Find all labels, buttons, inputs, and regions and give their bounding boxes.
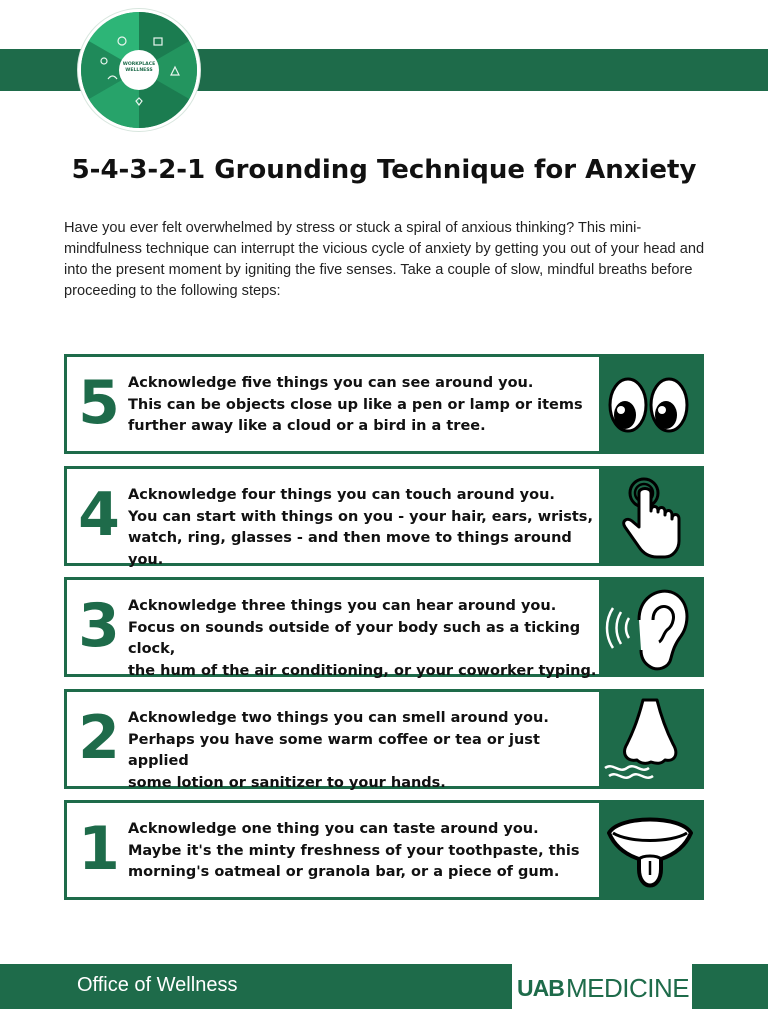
uab-medicine-wordmark: MEDICINE [566,973,690,1003]
step-line2: Maybe it's the minty freshness of your toothpaste, this [128,842,580,859]
step-4-card [64,466,704,566]
step-line1: Acknowledge two things you can smell around you. [128,710,549,726]
step-line2: Focus on sounds outside of your body such as a ticking clock, [128,619,581,657]
step-line3: the hum of the air conditioning, or your coworker typing. [128,662,597,679]
uab-logo-mark: UAB [517,975,564,1001]
workplace-wellness-logo [78,9,200,131]
step-number: 2 [78,703,120,773]
step-number: 1 [78,814,120,884]
ear-icon [599,580,701,674]
intro-paragraph: Have you ever felt overwhelmed by stress or stuck a spiral of anxious thinking? This mini-mindfulness technique can interrupt the vicious cycle of anxiety by getting you out of your head and into the present moment by igniting the five senses. Take a couple of slow, mindful breaths before proceeding to the following steps: [64,220,705,299]
eyes-icon [599,357,701,451]
step-5-card [64,354,704,454]
step-line1: Acknowledge four things you can touch around you. [128,487,555,503]
step-line2: This can be objects close up like a pen or lamp or items [128,396,583,413]
hand-touch-icon [599,469,701,563]
mouth-tongue-icon [599,803,701,897]
step-line1: Acknowledge one thing you can taste around you. [128,821,539,837]
logo-center-line2: WELLNESS [125,68,153,73]
logo-center-line1: WORKPLACE [122,62,156,67]
step-1-card [64,800,704,900]
step-number: 4 [78,480,120,550]
step-line3: further away like a cloud or a bird in a tree. [128,418,486,434]
step-text [128,373,598,438]
nose-icon [599,692,701,786]
step-line3: some lotion or sanitizer to your hands. [128,774,446,791]
step-text [128,596,598,682]
step-line3: watch, ring, glasses - and then move to things around you. [128,530,572,568]
step-number: 3 [78,591,120,661]
step-line2: Perhaps you have some warm coffee or tea or just applied [128,731,540,769]
office-of-wellness-label: Office of Wellness [77,974,238,996]
step-text [128,708,598,794]
step-2-card [64,689,704,789]
step-number: 5 [78,368,120,438]
step-line3: morning's oatmeal or granola bar, or a piece of gum. [128,864,560,880]
page-title: 5-4-3-2-1 Grounding Technique for Anxiety [71,155,697,185]
step-text [128,485,598,571]
step-line1: Acknowledge three things you can hear around you. [128,598,557,614]
step-text [128,819,598,884]
step-line1: Acknowledge five things you can see around you. [128,375,534,391]
step-3-card [64,577,704,677]
step-line2: You can start with things on you - your hair, ears, wrists, [128,508,593,525]
